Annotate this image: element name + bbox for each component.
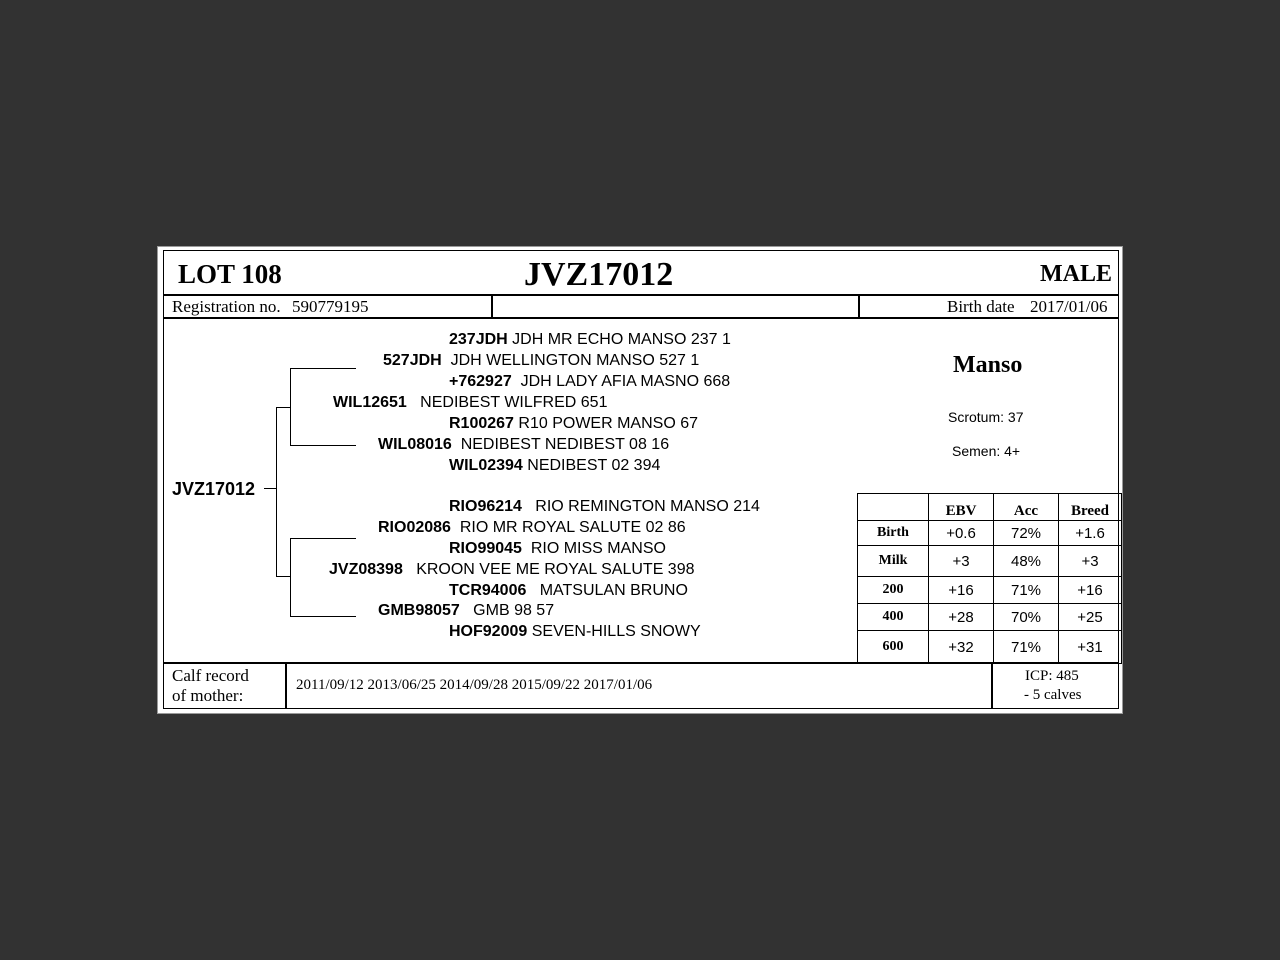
ebv-row-label: 600 [858, 631, 929, 664]
animal-sex: MALE [1040, 261, 1112, 287]
pedigree-dam-dam: GMB98057 GMB 98 57 [378, 602, 555, 619]
pedigree-animal: JVZ17012 [172, 479, 256, 499]
icp-box [992, 663, 1119, 709]
calf-count: - 5 calves [1024, 687, 1082, 703]
ebv-value: +16 [929, 577, 994, 604]
calf-record-label-2: of mother: [172, 686, 244, 705]
ebv-row-milk [858, 546, 1122, 577]
acc-value: 48% [994, 546, 1059, 577]
calf-record-dates: 2011/09/12 2013/06/25 2014/09/28 2015/09/22 2017/01/06 [296, 677, 653, 693]
semen-text: Semen: 4+ [952, 443, 1021, 459]
pedigree-dam-dam-sire: TCR94006 MATSULAN BRUNO [449, 582, 688, 599]
pedigree-sire-sire-sire: 237JDH JDH MR ECHO MANSO 237 1 [449, 331, 731, 348]
ebv-row-label: Birth [858, 521, 929, 546]
calf-record-label-box [163, 663, 286, 709]
scrotum-text: Scrotum: 37 [948, 409, 1024, 425]
ebv-col-acc: Acc [994, 494, 1059, 521]
ebv-value: +32 [929, 631, 994, 664]
ebv-row-birth [858, 521, 1122, 546]
pedigree-dam-dam-dam: HOF92009 SEVEN-HILLS SNOWY [449, 623, 701, 640]
birth-date-label: Birth date [947, 297, 1015, 316]
breed-value: +3 [1059, 546, 1122, 577]
ebv-value: +0.6 [929, 521, 994, 546]
breed-name: Manso [953, 352, 1023, 378]
registration-box [163, 295, 492, 318]
ebv-value: +3 [929, 546, 994, 577]
header-box [163, 250, 1119, 295]
breed-value: +1.6 [1059, 521, 1122, 546]
pedigree-dam: JVZ08398 KROON VEE ME ROYAL SALUTE 398 [329, 561, 695, 578]
acc-value: 71% [994, 577, 1059, 604]
breed-value: +16 [1059, 577, 1122, 604]
calf-record-label-1: Calf record [172, 666, 249, 685]
lot-number: LOT 108 [178, 259, 282, 289]
ebv-row-600 [858, 631, 1122, 664]
breed-value: +31 [1059, 631, 1122, 664]
acc-value: 71% [994, 631, 1059, 664]
ebv-col-ebv: EBV [929, 494, 994, 521]
icp-value: ICP: 485 [1025, 668, 1079, 684]
pedigree-dam-sire-sire: RIO96214 RIO REMINGTON MANSO 214 [449, 498, 760, 515]
registration-label: Registration no. [172, 297, 281, 316]
birth-date-box [859, 295, 1119, 318]
ebv-col-breed: Breed [1059, 494, 1122, 521]
pedigree-dam-sire-dam: RIO99045 RIO MISS MANSO [449, 540, 666, 557]
pedigree-sire-sire-dam: +762927 JDH LADY AFIA MASNO 668 [449, 373, 731, 390]
blank-box [492, 295, 859, 318]
acc-value: 72% [994, 521, 1059, 546]
ebv-table [857, 493, 1122, 664]
ebv-row-200 [858, 577, 1122, 604]
ebv-header-row [858, 494, 1122, 521]
pedigree-sire: WIL12651 NEDIBEST WILFRED 651 [333, 394, 608, 411]
pedigree-sire-dam: WIL08016 NEDIBEST NEDIBEST 08 16 [378, 436, 670, 453]
birth-date-value: 2017/01/06 [1030, 297, 1108, 316]
ebv-row-label: 200 [858, 577, 929, 604]
pedigree-sire-dam-dam: WIL02394 NEDIBEST 02 394 [449, 457, 661, 474]
ebv-row-label: Milk [858, 546, 929, 577]
calf-record-dates-box [286, 663, 992, 709]
registration-value: 590779195 [292, 297, 369, 316]
acc-value: 70% [994, 604, 1059, 631]
ebv-value: +28 [929, 604, 994, 631]
animal-id: JVZ17012 [524, 256, 674, 293]
breed-value: +25 [1059, 604, 1122, 631]
pedigree-sire-sire: 527JDH JDH WELLINGTON MANSO 527 1 [383, 352, 700, 369]
ebv-row-400 [858, 604, 1122, 631]
pedigree-sire-dam-sire: R100267 R10 POWER MANSO 67 [449, 415, 699, 432]
lot-card [157, 246, 1123, 714]
ebv-row-label: 400 [858, 604, 929, 631]
pedigree-dam-sire: RIO02086 RIO MR ROYAL SALUTE 02 86 [378, 519, 686, 536]
